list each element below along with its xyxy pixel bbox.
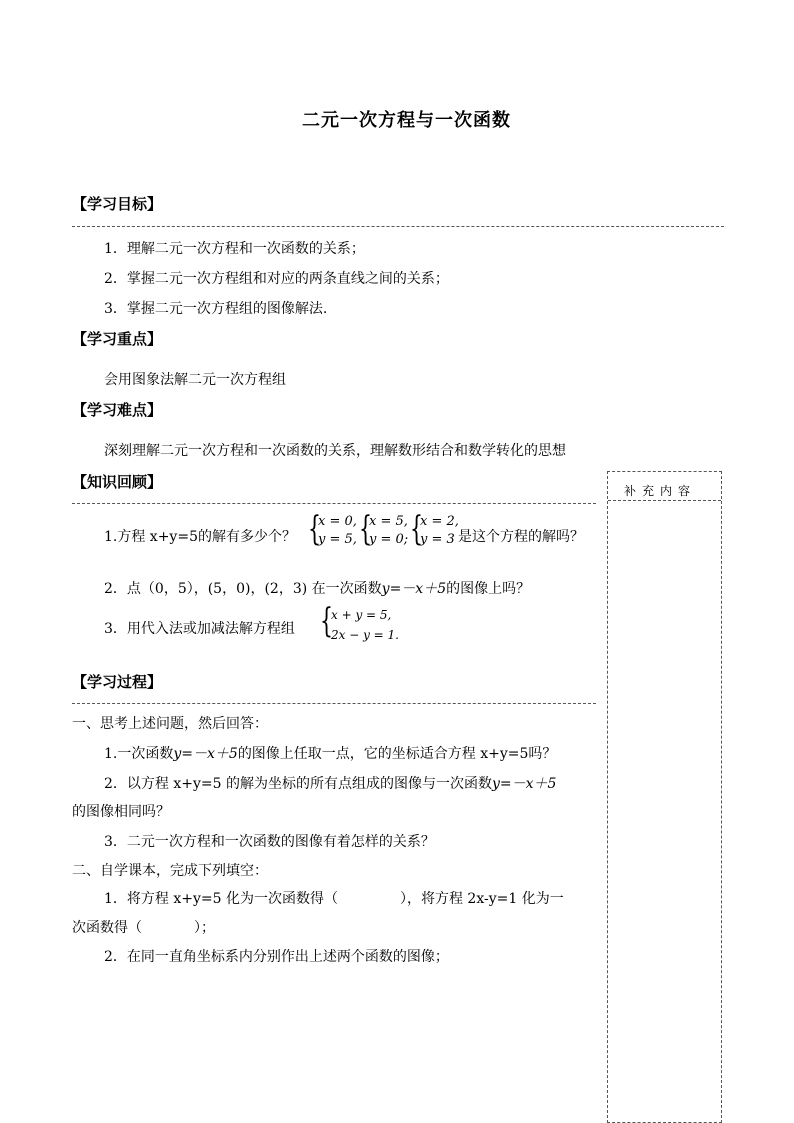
review-q1-prefix: 1.方程 x+y=5的解有多少个？ — [104, 529, 296, 545]
goal-item-1: 1．理解二元一次方程和一次函数的关系； — [104, 241, 365, 257]
supplement-label: 补充内容 — [624, 484, 697, 498]
process-heading: 【学习过程】 — [72, 673, 163, 691]
process-part2-q1-line2: 次函数得（ ）； — [72, 920, 215, 936]
key-points-text: 会用图象法解二元一次方程组 — [104, 372, 286, 388]
brace-icon: { — [410, 509, 423, 549]
function-expression: y=－x＋5 — [173, 746, 238, 762]
process-part1-title: 一、思考上述问题，然后回答： — [72, 716, 268, 732]
goal-item-2: 2．掌握二元一次方程组和对应的两条直线之间的关系； — [104, 271, 449, 287]
key-points-heading: 【学习重点】 — [72, 330, 163, 348]
review-q3-prefix: 3．用代入法或加减法解方程组 — [104, 621, 295, 637]
review-q1-system-2: x = 5, y = 0; — [369, 514, 409, 547]
function-expression: y=－x＋5 — [491, 776, 557, 792]
process-part1-q1: 1.一次函数y=－x＋5的图像上任取一点，它的坐标适合方程 x+y=5吗？ — [104, 746, 557, 762]
goals-divider — [72, 226, 724, 227]
difficulties-text: 深刻理解二元一次方程和一次函数的关系，理解数形结合和数学转化的思想 — [104, 443, 566, 459]
review-q1-system-1: x = 0, y = 5, — [318, 514, 357, 547]
review-q2: 2．点（0，5），(5，0)，(2，3) 在一次函数y=－x＋5的图像上吗？ — [104, 581, 531, 597]
review-q1-system-3: x = 2, y = 3 — [420, 514, 459, 547]
process-part2-q1-line1: 1．将方程 x+y=5 化为一次函数得（ ），将方程 2x-y=1 化为一 — [104, 891, 564, 907]
process-divider — [72, 703, 596, 704]
goals-heading: 【学习目标】 — [72, 195, 163, 213]
supplement-divider — [608, 500, 721, 501]
supplement-box — [607, 471, 722, 1123]
brace-icon: { — [320, 601, 333, 641]
function-expression: y=－x＋5 — [381, 581, 447, 597]
process-part1-q2-line1: 2．以方程 x+y=5 的解为坐标的所有点组成的图像与一次函数y=－x＋5 — [104, 776, 557, 792]
review-q1-suffix: 是这个方程的解吗？ — [458, 529, 584, 545]
brace-icon: { — [308, 509, 321, 549]
difficulties-heading: 【学习难点】 — [72, 401, 163, 419]
process-part2-q2: 2．在同一直角坐标系内分别作出上述两个函数的图像； — [104, 949, 449, 965]
goal-item-3: 3．掌握二元一次方程组的图像解法. — [104, 301, 328, 317]
page-title: 二元一次方程与一次函数 — [302, 110, 511, 131]
review-divider — [72, 503, 596, 504]
process-part1-q2-line2: 的图像相同吗？ — [72, 804, 170, 820]
review-heading: 【知识回顾】 — [72, 473, 163, 491]
process-part1-q3: 3．二元一次方程和一次函数的图像有着怎样的关系？ — [104, 834, 435, 850]
process-part2-title: 二、自学课本，完成下列填空： — [72, 863, 268, 879]
review-q3-system: x + y = 5, 2x − y = 1. — [331, 608, 399, 642]
brace-icon: { — [359, 509, 372, 549]
